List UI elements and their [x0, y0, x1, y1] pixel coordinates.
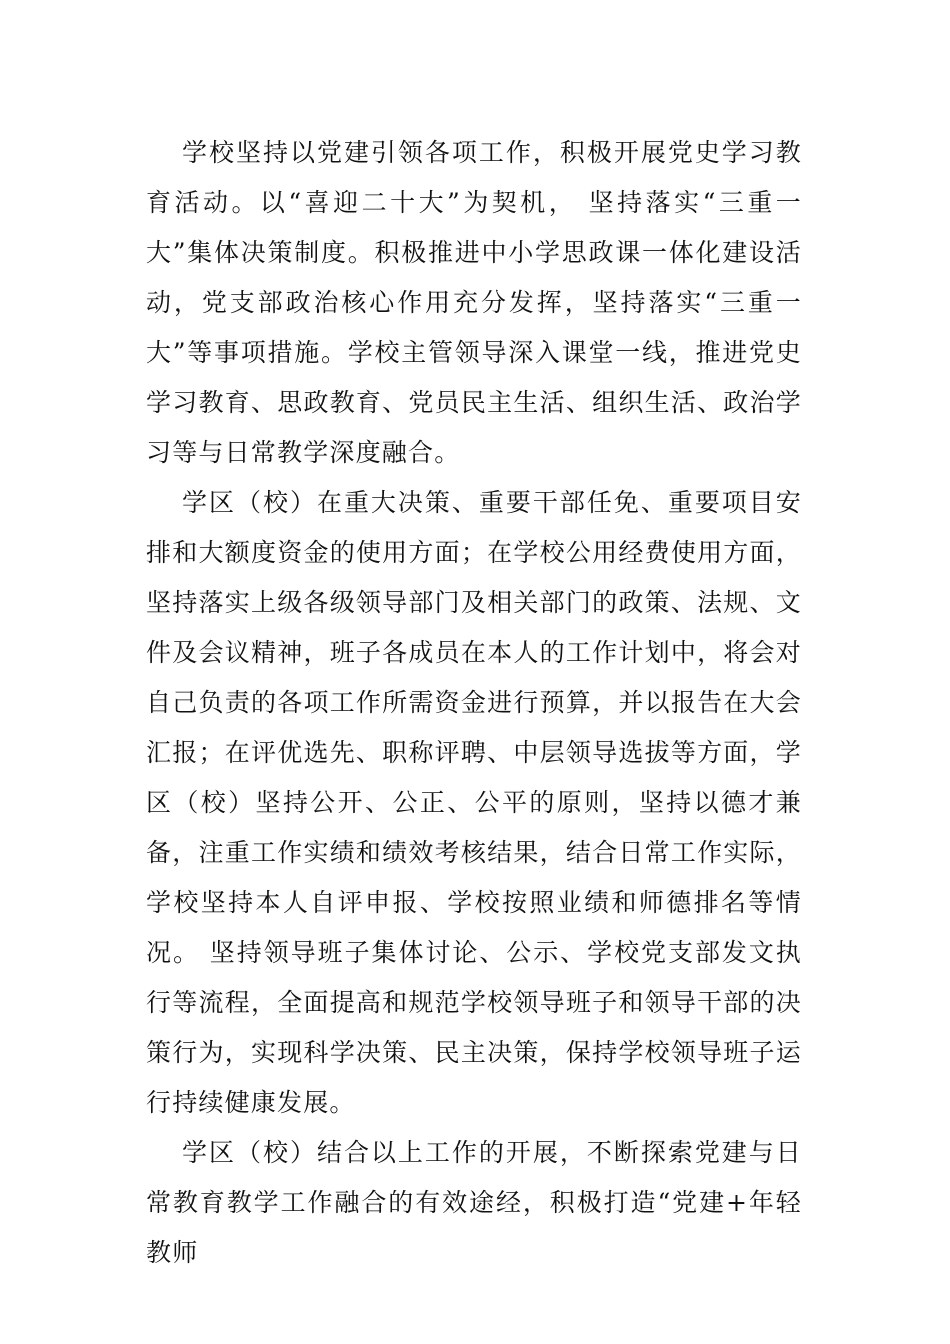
document-body	[146, 128, 802, 1278]
paragraph-party-leadership: 学校坚持以党建引领各项工作，积极开展党史学习教育活动。以“喜迎二十大”为契机， 坚持落实“三重一大”集体决策制度。积极推进中小学思政课一体化建设活动，党支部政治核心作用充分发挥，坚持落实“三重一大”等事项措施。学校主管领导深入课堂一线，推进党史学习教育、思政教育、党员民主生活、组织生活、政治学习等与日常教学深度融合。	[146, 138, 802, 467]
paragraph-integration: 学区（校）结合以上工作的开展，不断探索党建与日常教育教学工作融合的有效途经，积极打造“党建+年轻教师	[146, 1138, 802, 1267]
paragraph-decision-making: 学区（校）在重大决策、重要干部任免、重要项目安排和大额度资金的使用方面；在学校公用经费使用方面，坚持落实上级各级领导部门及相关部门的政策、法规、文件及会议精神，班子各成员在本人的工作计划中，将会对自己负责的各项工作所需资金进行预算，并以报告在大会汇报；在评优选先、职称评聘、中层领导选拔等方面，学区（校）坚持公开、公正、公平的原则，坚持以德才兼备，注重工作实绩和绩效考核结果，结合日常工作实际，学校坚持本人自评申报、学校按照业绩和师德排名等情况。 坚持领导班子集体讨论、公示、学校党支部发文执行等流程，全面提高和规范学校领导班子和领导干部的决策行为，实现科学决策、民主决策，保持学校领导班子运行持续健康发展。	[146, 488, 802, 1117]
